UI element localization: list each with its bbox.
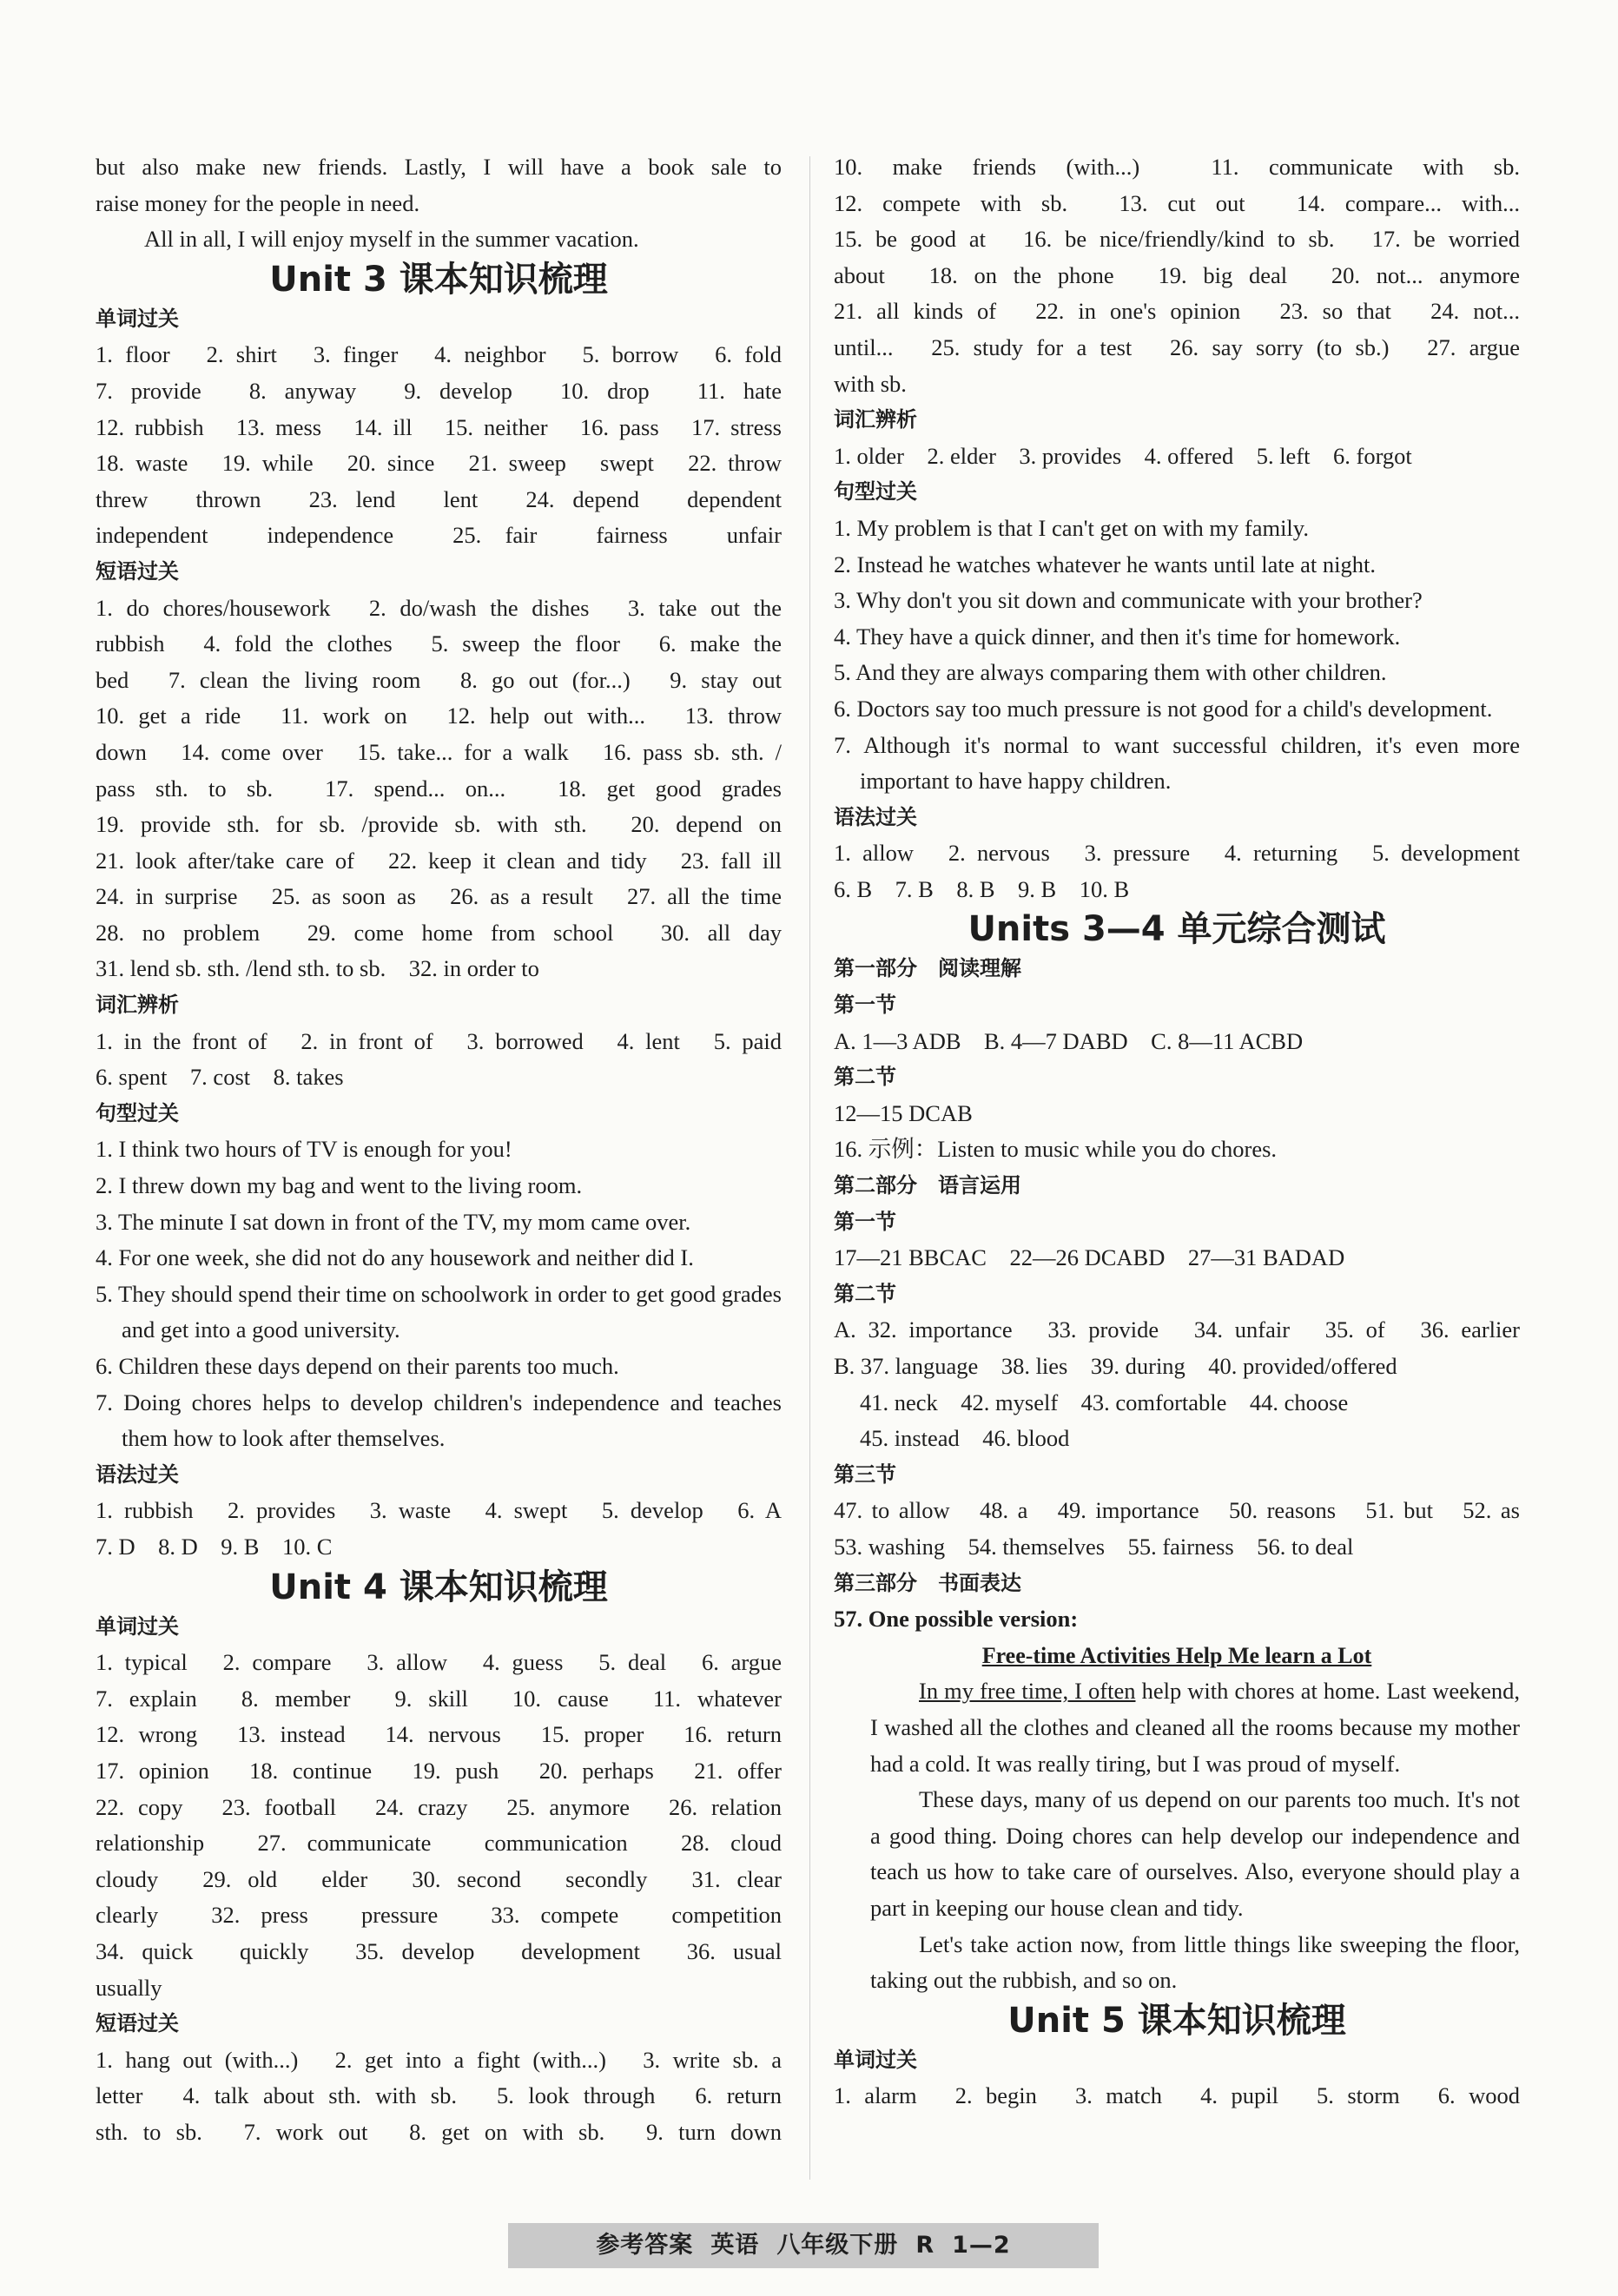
- answer-line: threw thrown 23. lend lent 24. depend dependent: [96, 485, 782, 512]
- left-column: [96, 149, 782, 2150]
- page-number: 1—2: [952, 2232, 1011, 2260]
- section-heading: 句型过关: [96, 1100, 179, 1125]
- part-heading: 第二部分 语言运用: [834, 1173, 1021, 1198]
- sentence-answer: 5. And they are always comparing them with other children.: [834, 659, 1387, 686]
- answer-line: 1. typical 2. compare 3. allow 4. guess 5. deal 6. argue: [96, 1649, 782, 1676]
- section-heading: 句型过关: [834, 479, 917, 505]
- answer-line: 10. make friends (with...) 11. communicate with sb.: [834, 154, 1520, 180]
- answer-line: 1. hang out (with...) 2. get into a fight (with...) 3. write sb. a: [96, 2046, 782, 2073]
- answer-line: 1. older 2. elder 3. provides 4. offered 5. left 6. forgot: [834, 442, 1412, 469]
- answer-line: about 18. on the phone 19. big deal 20. not... anymore: [834, 261, 1520, 288]
- sentence-answer: 2. Instead he watches whatever he wants until late at night.: [834, 551, 1377, 577]
- essay-body: [834, 1673, 1520, 1998]
- answer-line: 45. instead 46. blood: [860, 1425, 1070, 1452]
- answer-line: 21. all kinds of 22. in one's opinion 23. so that 24. not...: [834, 298, 1520, 325]
- answer-line: 22. copy 23. football 24. crazy 25. anymore 26. relation: [96, 1793, 782, 1820]
- answer-line: 12—15 DCAB: [834, 1099, 973, 1126]
- answer-line: 7. explain 8. member 9. skill 10. cause 11. whatever: [96, 1685, 782, 1712]
- essay-paragraph: These days, many of us depend on our parents too much. It's not a good thing. Doing chores can help develop our independence and teach us how to take care of ourselves. Also, everyone should play a part in keeping our house clean and tidy.: [870, 1786, 1520, 1921]
- sentence-answer: 3. Why don't you sit down and communicate with your brother?: [834, 587, 1423, 614]
- section-heading: 单词过关: [96, 1613, 179, 1639]
- sentence-answer: 2. I threw down my bag and went to the living room.: [96, 1172, 583, 1199]
- answer-line: 34. quick quickly 35. develop development 36. usual: [96, 1937, 782, 1964]
- answer-line: 21. look after/take care of 22. keep it clean and tidy 23. fall ill: [96, 847, 782, 874]
- answer-line: 41. neck 42. myself 43. comfortable 44. choose: [860, 1389, 1349, 1415]
- section-heading: 第二节: [834, 1065, 896, 1090]
- section-heading: 第一节: [834, 1209, 896, 1234]
- answer-line: 18. waste 19. while 20. since 21. sweep swept 22. throw: [96, 450, 782, 477]
- answer-line: independent independence 25. fair fairness unfair: [96, 522, 782, 549]
- section-heading: 短语过关: [96, 558, 179, 584]
- answer-line: 53. washing 54. themselves 55. fairness 56. to deal: [834, 1533, 1354, 1560]
- intro-line: but also make new friends. Lastly, I will have a book sale to: [96, 154, 782, 180]
- section-heading: 第二节: [834, 1281, 896, 1306]
- column-divider: [809, 156, 810, 2180]
- answer-line: 28. no problem 29. come home from school 30. all day: [96, 919, 782, 946]
- part-heading: 第三部分 书面表达: [834, 1570, 1021, 1595]
- unit3-title: Unit 3 课本知识梳理: [269, 259, 608, 300]
- answer-line: 7. provide 8. anyway 9. develop 10. drop 11. hate: [96, 377, 782, 404]
- essay-text: help with chores at home. Last weekend, I washed all the clothes and cleaned all the rooms because my mother had a cold. It was really tiring, but I was proud of myself.: [870, 1678, 1520, 1777]
- answer-line: clearly 32. press pressure 33. compete competition: [96, 1902, 782, 1929]
- answer-line: 1. do chores/housework 2. do/wash the dishes 3. take out the: [96, 594, 782, 621]
- sentence-answer: 6. Doctors say too much pressure is not good for a child's development.: [834, 695, 1493, 722]
- answer-line: rubbish 4. fold the clothes 5. sweep the floor 6. make the: [96, 630, 782, 657]
- intro-line: raise money for the people in need.: [96, 189, 420, 216]
- answer-line: A. 1—3 ADB B. 4—7 DABD C. 8—11 ACBD: [834, 1027, 1304, 1054]
- answer-line: down 14. come over 15. take... for a walk 16. pass sb. sth. /: [96, 738, 782, 765]
- answer-line: 1. rubbish 2. provides 3. waste 4. swept 5. develop 6. A: [96, 1497, 782, 1524]
- answer-line: 24. in surprise 25. as soon as 26. as a result 27. all the time: [96, 883, 782, 910]
- answer-line: 17—21 BBCAC 22—26 DCABD 27—31 BADAD: [834, 1244, 1345, 1271]
- answer-line: 19. provide sth. for sb. /provide sb. with sth. 20. depend on: [96, 811, 782, 838]
- answer-line: 31. lend sb. sth. /lend sth. to sb. 32. in order to: [96, 955, 539, 982]
- answer-line: with sb.: [834, 370, 907, 397]
- answer-line: 1. in the front of 2. in front of 3. borrowed 4. lent 5. paid: [96, 1027, 782, 1054]
- sentence-answer: 3. The minute I sat down in front of the TV, my mom came over.: [96, 1208, 691, 1235]
- answer-line: 15. be good at 16. be nice/friendly/kind to sb. 17. be worried: [834, 226, 1520, 253]
- answer-line: sth. to sb. 7. work out 8. get on with sb. 9. turn down: [96, 2118, 782, 2145]
- footer-grade: 八年级下册: [776, 2232, 899, 2260]
- answer-line: A. 32. importance 33. provide 34. unfair 35. of 36. earlier: [834, 1316, 1520, 1343]
- essay-paragraph: [870, 1673, 1520, 1782]
- answer-line: bed 7. clean the living room 8. go out (for...) 9. stay out: [96, 666, 782, 693]
- unit4-title: Unit 4 课本知识梳理: [269, 1567, 608, 1607]
- section-heading: 单词过关: [834, 2047, 917, 2072]
- essay-label: 57. One possible version:: [834, 1606, 1079, 1633]
- footer-label: 参考答案: [596, 2232, 694, 2260]
- sentence-answer: 7. Although it's normal to want successful children, it's even more important to have happy children.: [834, 731, 1520, 795]
- intro-line: All in all, I will enjoy myself in the summer vacation.: [144, 226, 639, 253]
- sentence-answer: 1. I think two hours of TV is enough for you!: [96, 1136, 512, 1163]
- page-footer: [508, 2223, 1099, 2268]
- section-heading: 语法过关: [834, 804, 917, 829]
- footer-subject: 英语: [710, 2232, 760, 2260]
- unit5-title: Unit 5 课本知识梳理: [1007, 2000, 1346, 2041]
- answer-line: 1. allow 2. nervous 3. pressure 4. returning 5. development: [834, 840, 1520, 867]
- answer-line: 17. opinion 18. continue 19. push 20. perhaps 21. offer: [96, 1757, 782, 1784]
- sentence-answer: 4. They have a quick dinner, and then it's time for homework.: [834, 623, 1401, 650]
- essay-paragraph: Let's take action now, from little things like sweeping the floor, taking out the rubbish, and so on.: [870, 1930, 1520, 1994]
- answer-line: 6. spent 7. cost 8. takes: [96, 1064, 344, 1091]
- answer-line: relationship 27. communicate communication 28. cloud: [96, 1830, 782, 1857]
- sentence-answer: 1. My problem is that I can't get on with my family.: [834, 514, 1309, 541]
- answer-line: 6. B 7. B 8. B 9. B 10. B: [834, 875, 1130, 902]
- section-heading: 短语过关: [96, 2011, 179, 2036]
- answer-line: pass sth. to sb. 17. spend... on... 18. get good grades: [96, 775, 782, 802]
- sentence-answer: 4. For one week, she did not do any housework and neither did I.: [96, 1244, 694, 1271]
- answer-line: usually: [96, 1974, 162, 2001]
- sentence-answer: 5. They should spend their time on schoolwork in order to get good grades and get into a good university.: [96, 1280, 782, 1343]
- answer-line: cloudy 29. old elder 30. second secondly 31. clear: [96, 1865, 782, 1892]
- sentence-answer: 6. Children these days depend on their parents too much.: [96, 1353, 619, 1379]
- answer-line: letter 4. talk about sth. with sb. 5. look through 6. return: [96, 2082, 782, 2109]
- section-heading: 第三节: [834, 1461, 896, 1487]
- answer-line: 16. 示例：Listen to music while you do chores.: [834, 1136, 1278, 1163]
- footer-edition: R: [915, 2232, 935, 2260]
- sentence-answer: 7. Doing chores helps to develop children's independence and teaches them how to look after themselves.: [96, 1389, 782, 1452]
- section-heading: 单词过关: [96, 306, 179, 331]
- answer-line: 47. to allow 48. a 49. importance 50. reasons 51. but 52. as: [834, 1497, 1520, 1524]
- answer-line: 12. wrong 13. instead 14. nervous 15. proper 16. return: [96, 1721, 782, 1748]
- test-title: Units 3—4 单元综合测试: [967, 909, 1386, 950]
- answer-line: 10. get a ride 11. work on 12. help out with... 13. throw: [96, 703, 782, 729]
- answer-line: 7. D 8. D 9. B 10. C: [96, 1533, 333, 1560]
- answer-line: B. 37. language 38. lies 39. during 40. provided/offered: [834, 1353, 1397, 1379]
- answer-line: 1. floor 2. shirt 3. finger 4. neighbor 5. borrow 6. fold: [96, 341, 782, 368]
- section-heading: 词汇辨析: [96, 993, 179, 1018]
- section-heading: 第一节: [834, 993, 896, 1018]
- essay-underlined-phrase: In my free time, I often: [919, 1678, 1136, 1705]
- answer-line: 12. compete with sb. 13. cut out 14. compare... with...: [834, 189, 1520, 216]
- section-heading: 词汇辨析: [834, 407, 917, 432]
- right-column: [834, 149, 1520, 2115]
- essay-title: Free-time Activities Help Me learn a Lot: [981, 1642, 1372, 1668]
- answer-line: until... 25. study for a test 26. say sorry (to sb.) 27. argue: [834, 333, 1520, 360]
- section-heading: 语法过关: [96, 1461, 179, 1487]
- answer-line: 12. rubbish 13. mess 14. ill 15. neither 16. pass 17. stress: [96, 413, 782, 440]
- part-heading: 第一部分 阅读理解: [834, 956, 1021, 981]
- answer-line: 1. alarm 2. begin 3. match 4. pupil 5. storm 6. wood: [834, 2082, 1520, 2109]
